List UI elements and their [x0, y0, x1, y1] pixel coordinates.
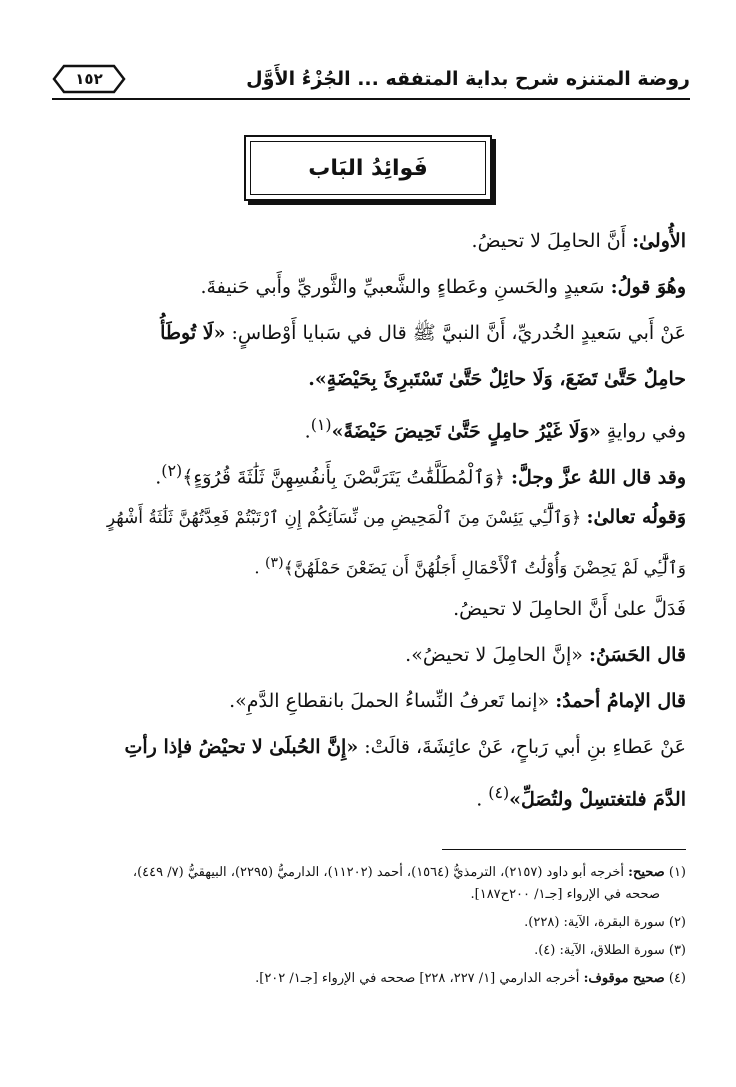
paragraph-10-line-2	[50, 770, 686, 816]
paragraph-text: .	[304, 420, 311, 443]
footnote-number: (٢)	[668, 915, 686, 930]
paragraph-6-line-1	[50, 494, 686, 540]
hadith-quote: «إِنَّ الحُبلَىٰ لا تحيْضُ فإذا رأتِ	[124, 736, 359, 758]
paragraph-2	[50, 264, 686, 310]
page-number: ١٥٢	[75, 70, 103, 88]
section-title-box	[244, 135, 492, 201]
footnote-text: أخرجه الدارمي [١/ ٢٢٧، ٢٢٨] صححه في الإرواء [جـ١/ ٢٠٢].	[255, 971, 584, 986]
body-text	[50, 218, 686, 816]
footnote-4	[50, 968, 686, 990]
paragraph-text: سَعيدٍ والحَسنِ وعَطاءٍ والشَّعبيِّ والثَّوريِّ وأَبي حَنيفةَ.	[200, 276, 611, 298]
header-rule	[52, 98, 690, 100]
paragraph-3-line-1	[50, 310, 686, 356]
footnote-ref: (١)	[310, 415, 332, 434]
paragraph-text: «إنما تَعرفُ النِّساءُ الحملَ بانقطاعِ الدَّمِ».	[229, 690, 556, 712]
section-title: فَوائِدُ البَاب	[308, 155, 428, 181]
paragraph-label: الأُولىٰ:	[632, 230, 686, 252]
footnote-number: (٣)	[668, 943, 686, 958]
footnote-2	[50, 912, 686, 934]
quran-verse: ﴿وَٱلْمُطَلَّقَٰتُ يَتَرَبَّصْنَ بِأَنفُسِهِنَّ ثَلَٰثَةَ قُرُوٓءٍ﴾	[182, 466, 511, 489]
paragraph-text: عَنْ أَبي سَعيدٍ الخُدريِّ، أَنَّ النبيَّ ﷺ قال في سَبايا أَوْطاسٍ:	[225, 322, 686, 344]
paragraph-text: وفي روايةٍ	[600, 420, 686, 443]
paragraph-text: أَنَّ الحامِلَ لا تحيضُ.	[471, 230, 633, 252]
footnote-text: سورة الطلاق، الآية: (٤).	[534, 943, 669, 958]
footnote-ref: (٢)	[161, 461, 183, 480]
footnote-grade: صحيح:	[628, 865, 665, 880]
paragraph-text: .	[476, 788, 489, 811]
running-title: روضة المتنزه شرح بداية المتفقه ... الجُزْءُ الأَوَّل	[246, 68, 690, 90]
paragraph-1	[50, 218, 686, 264]
footnote-1	[50, 862, 686, 906]
paragraph-label: وَقولُه تعالىٰ:	[586, 506, 686, 528]
footnote-number: (١)	[668, 865, 686, 880]
paragraph-7: فَدَلَّ علىٰ أَنَّ الحامِلَ لا تحيضُ.	[453, 598, 686, 620]
page-header	[52, 58, 690, 94]
paragraph-text: عَنْ عَطاءِ بنِ أبي رَباحٍ، عَنْ عائِشَةَ، قالَتْ:	[358, 736, 686, 758]
paragraph-4	[50, 402, 686, 448]
paragraph-3-line-2: حامِلٌ حَتَّىٰ تَضَعَ، وَلَا حائِلٌ حَتَّىٰ تَسْتَبرِئَ بِحَيْضَةٍ».	[308, 368, 686, 390]
footnote-text: صححه في الإرواء [جـ١/ ٢٠٠ح١٨٧].	[470, 887, 660, 902]
hadith-quote: الدَّمَ فلتغتسِلْ ولتُصَلِّ»	[509, 788, 686, 811]
hadith-quote: «وَلَا غَيْرُ حامِلٍ حَتَّىٰ تَحِيضَ حَيْضَةً»	[331, 420, 601, 443]
paragraph-label: قال الحَسَنُ:	[588, 644, 686, 666]
paragraph-label: وقد قال اللهُ عزَّ وجلَّ:	[510, 466, 686, 489]
quran-verse: ﴿وَٱلَّٰٓـِٔي يَئِسْنَ مِنَ ٱلْمَحِيضِ مِن نِّسَآئِكُمْ إِنِ ٱرْتَبْتُمْ فَعِدَّتُهُنَّ ثَلَٰثَةُ أَشْهُرٍ	[106, 508, 587, 528]
hadith-quote: «لَا تُوطَأُ	[160, 322, 226, 344]
paragraph-text: .	[254, 558, 265, 579]
footnote-ref: (٤)	[488, 783, 510, 802]
footnotes	[50, 862, 686, 996]
footnote-text: أخرجه أبو داود (٢١٥٧)، الترمذيُّ (١٥٦٤)، أحمد (١١٢٠٢)، الدارميُّ (٢٢٩٥)، البيهقيُّ (٧/ ٤٤٩)،	[132, 865, 629, 880]
paragraph-text: .	[155, 466, 162, 489]
paragraph-5	[50, 448, 686, 494]
paragraph-8	[50, 632, 686, 678]
quran-verse: وَٱلَّٰٓـِٔي لَمْ يَحِضْنَ وَأُوْلَٰتُ ٱلْأَحْمَالِ أَجَلُهُنَّ أَن يَضَعْنَ حَمْلَهُنَّ﴾	[283, 558, 686, 579]
paragraph-label: وهُوَ قولُ:	[610, 276, 686, 298]
paragraph-10-line-1	[50, 724, 686, 770]
paragraph-6-line-2	[50, 540, 686, 586]
paragraph-text: «إنَّ الحامِلَ لا تحيضُ».	[405, 644, 589, 666]
footnote-number: (٤)	[668, 971, 686, 986]
footnote-separator	[442, 849, 686, 850]
paragraph-9	[50, 678, 686, 724]
paragraph-label: قال الإمامُ أحمدُ:	[555, 690, 686, 712]
footnote-3	[50, 940, 686, 962]
page-number-badge	[52, 64, 126, 94]
footnote-ref: (٣)	[265, 555, 284, 571]
footnote-text: سورة البقرة، الآية: (٢٢٨).	[524, 915, 669, 930]
footnote-grade: صحيح موقوف:	[583, 971, 665, 986]
